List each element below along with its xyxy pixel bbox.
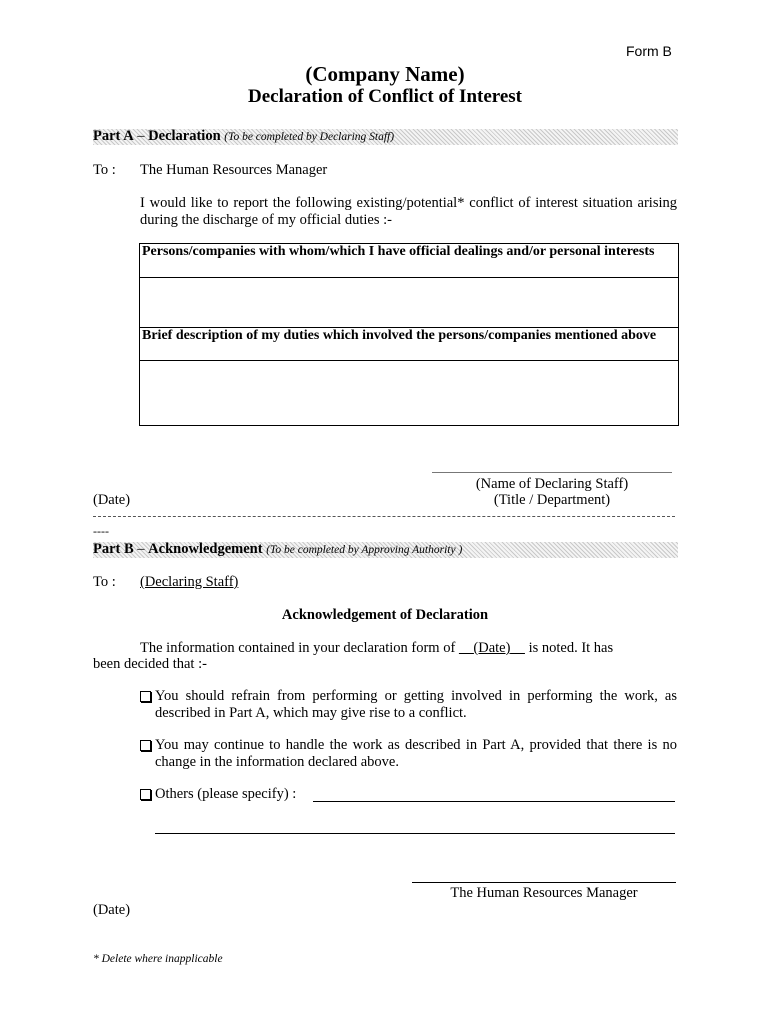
ack-info-date <box>459 640 525 656</box>
part-b-to-value <box>140 574 238 591</box>
part-a-label: Part A <box>93 128 134 144</box>
part-b-name: Acknowledgement <box>148 541 263 557</box>
option-others-checkbox[interactable] <box>140 789 151 800</box>
part-b-note: (To be completed by Approving Authority ) <box>266 544 463 556</box>
footnote: * Delete where inapplicable <box>93 953 223 965</box>
part-a-name: Declaration <box>148 128 221 144</box>
part-b-to-label: To : <box>93 574 116 590</box>
table-row-persons-header: Persons/companies with whom/which I have official dealings and/or personal interests <box>140 244 678 278</box>
part-a-to-value: The Human Resources Manager <box>140 162 328 178</box>
table-row-duties-input[interactable] <box>140 361 678 425</box>
company-name: (Company Name) <box>305 62 465 86</box>
others-specify-line-2[interactable] <box>155 833 675 834</box>
part-b-label: Part B <box>93 541 134 557</box>
ack-info-line1 <box>140 640 613 657</box>
part-a-heading <box>93 128 394 145</box>
ack-title: Acknowledgement of Declaration <box>281 607 489 623</box>
option-continue-checkbox[interactable] <box>140 740 151 751</box>
signature-title-label: (Title / Department) <box>493 492 611 508</box>
ack-info-suffix: is noted. It has <box>528 640 614 656</box>
option-refrain-text: You should refrain from performing or getting involved in performing the work, as described in Part A, which may give rise to a conflict. <box>155 688 677 721</box>
option-continue-checkbox-wrap <box>140 738 154 755</box>
form-label: Form B <box>626 43 672 59</box>
option-others-checkbox-wrap <box>140 787 154 804</box>
part-a-to-label: To : <box>93 162 116 178</box>
part-b-date-label: (Date) <box>93 902 131 918</box>
signature-line <box>432 472 672 473</box>
option-refrain-checkbox[interactable] <box>140 691 151 702</box>
ack-info-line2: been decided that :- <box>93 656 207 672</box>
option-others-text: Others (please specify) : <box>155 786 297 802</box>
section-separator <box>93 516 675 517</box>
table-row-duties-header: Brief description of my duties which involved the persons/companies mentioned above <box>140 328 678 361</box>
part-b-dash: – <box>133 541 149 557</box>
part-a-date-label: (Date) <box>93 492 131 508</box>
option-refrain-checkbox-wrap <box>140 689 154 706</box>
option-continue-text: You may continue to handle the work as described in Part A, provided that there is no change in the information declared above. <box>155 737 677 770</box>
signature-name-label: (Name of Declaring Staff) <box>475 476 629 492</box>
part-a-intro: I would like to report the following existing/potential* conflict of interest situation arising during the discharge of my official duties :- <box>140 195 677 228</box>
part-b-heading <box>93 541 462 558</box>
hr-manager-label: The Human Resources Manager <box>450 885 638 901</box>
form-title: Declaration of Conflict of Interest <box>247 86 523 107</box>
ack-info-prefix: The information contained in your declaration form of <box>140 640 456 656</box>
ack-info-date-text: (Date) <box>473 640 511 656</box>
declaring-staff-placeholder: (Declaring Staff) <box>140 574 239 590</box>
table-row-persons-input[interactable] <box>140 278 678 328</box>
separator-tail: ---- <box>93 524 109 538</box>
others-specify-line-1[interactable] <box>313 801 675 802</box>
part-a-dash: – <box>133 128 149 144</box>
declaration-table <box>139 243 679 426</box>
part-a-note: (To be completed by Declaring Staff) <box>224 131 395 143</box>
hr-signature-line <box>412 882 676 883</box>
